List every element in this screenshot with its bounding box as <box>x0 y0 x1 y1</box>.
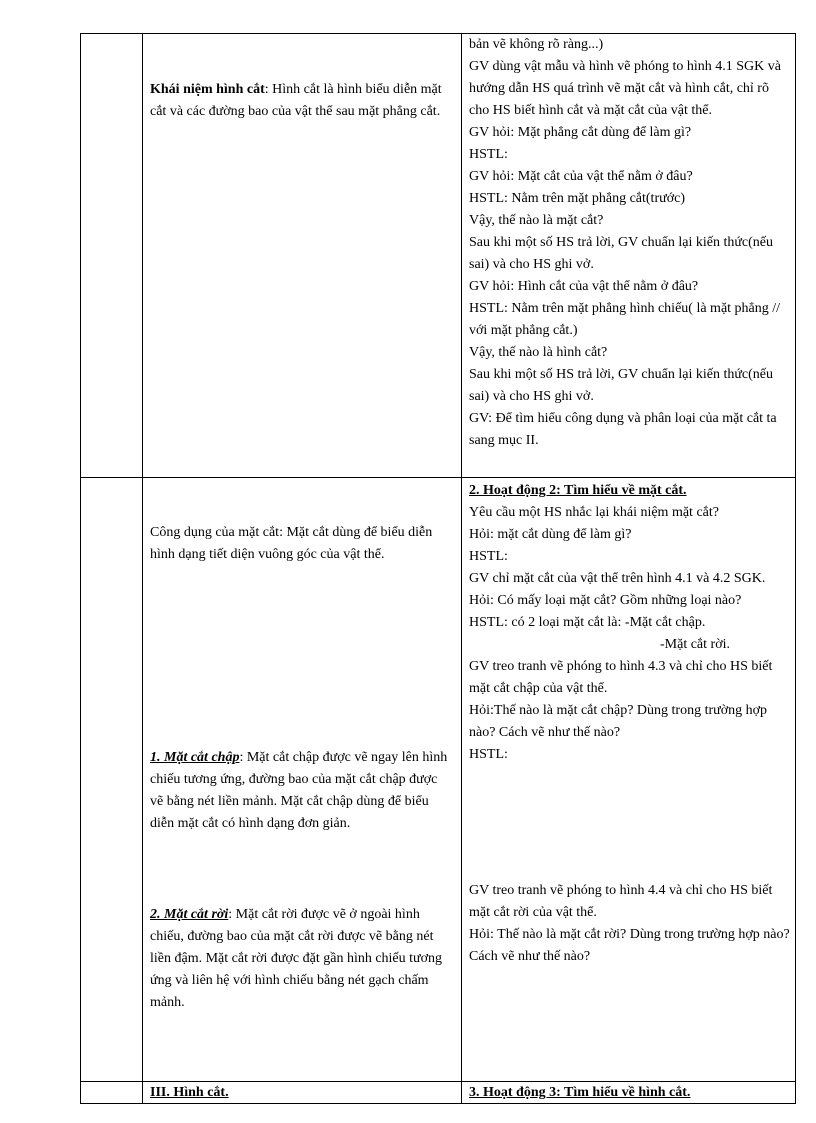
paragraph: HSTL: có 2 loại mặt cắt là: -Mặt cắt chập. <box>469 615 706 630</box>
usage-paragraph: Công dụng của mặt cắt: Mặt cắt dùng để biểu diễn hình dạng tiết diện vuông góc của vật thể. <box>150 525 433 562</box>
section-heading-hinh-cat: III. Hình cắt. <box>150 1085 229 1100</box>
row-divider-1 <box>81 477 795 478</box>
paragraph: GV hỏi: Mặt phẳng cắt dùng để làm gì? <box>469 125 692 140</box>
mat-cat-roi-desc: : Mặt cắt rời được vẽ ở ngoài hình chiếu, đường bao của mặt cắt rời được vẽ bằng nét liền đậm. Mặt cắt rời được đặt gần hình chiếu tương ứng và liên hệ với hình chiếu bằng nét gạch chấm mảnh. <box>150 907 443 1010</box>
paragraph: HSTL: <box>469 549 508 564</box>
row1-right-cell <box>469 34 791 452</box>
paragraph: Vậy, thế nào là mặt cắt? <box>469 213 604 228</box>
paragraph: Yêu cầu một HS nhắc lại khái niệm mặt cắt? <box>469 505 719 520</box>
column-divider-2 <box>461 34 462 1103</box>
mat-cat-chap-term: 1. Mặt cắt chập <box>150 750 240 765</box>
paragraph: GV treo tranh vẽ phóng to hình 4.3 và chỉ cho HS biết mặt cắt chập của vật thể. <box>469 659 773 696</box>
row3-right-cell <box>469 1082 791 1104</box>
paragraph: GV chỉ mặt cắt của vật thể trên hình 4.1 và 4.2 SGK. <box>469 571 766 586</box>
paragraph: GV hỏi: Mặt cắt của vật thể nằm ở đâu? <box>469 169 693 184</box>
paragraph: Hỏi: Thế nào là mặt cắt rời? Dùng trong trường hợp nào? Cách vẽ như thế nào? <box>469 927 790 964</box>
paragraph: HSTL: Nằm trên mặt phẳng hình chiếu( là mặt phẳng // với mặt phẳng cắt.) <box>469 301 781 338</box>
paragraph: Vậy, thế nào là hình cắt? <box>469 345 608 360</box>
mat-cat-chap-text <box>150 747 454 835</box>
row3-left-cell <box>150 1082 454 1104</box>
usage-text <box>150 522 454 566</box>
indented-item: -Mặt cắt rời. <box>660 637 730 652</box>
paragraph: Hỏi:Thế nào là mặt cắt chập? Dùng trong trường hợp nào? Cách vẽ như thế nào? <box>469 703 768 740</box>
paragraph: Sau khi một số HS trả lời, GV chuẩn lại kiến thức(nếu sai) và cho HS ghi vở. <box>469 367 774 404</box>
paragraph: HSTL: <box>469 747 508 762</box>
mat-cat-roi-text <box>150 904 454 1014</box>
paragraph: GV hỏi: Hình cắt của vật thể nằm ở đâu? <box>469 279 699 294</box>
paragraph: bản vẽ không rõ ràng...) <box>469 37 604 52</box>
paragraph: GV dùng vật mẫu và hình vẽ phóng to hình 4.1 SGK và hướng dẫn HS quá trình vẽ mặt cắt và hình cắt, chỉ rõ cho HS biết hình cắt và mặt cắt của vật thể. <box>469 59 781 118</box>
column-divider-1 <box>142 34 143 1103</box>
paragraph: GV: Để tìm hiểu công dụng và phân loại của mặt cắt ta sang mục II. <box>469 411 777 448</box>
activity2-block-roi <box>469 880 791 968</box>
hinh-cat-definition <box>150 79 454 123</box>
mat-cat-chap-desc: : Mặt cắt chập được vẽ ngay lên hình chiếu tương ứng, đường bao của mặt cắt chập được vẽ bằng nét liền mảnh. Mặt cắt chập dùng để biểu diễn mặt cắt có hình dạng đơn giản. <box>150 750 448 831</box>
paragraph: HSTL: <box>469 147 508 162</box>
hinh-cat-text: : Hình cắt là hình biểu diễn mặt cắt và các đường bao của vật thể sau mặt phẳng cắt. <box>150 82 442 119</box>
activity2-heading: 2. Hoạt động 2: Tìm hiểu về mặt cắt. <box>469 483 687 498</box>
lesson-plan-table <box>80 33 796 1104</box>
activity3-heading: 3. Hoạt động 3: Tìm hiểu về hình cắt. <box>469 1085 691 1100</box>
mat-cat-roi-term: 2. Mặt cắt rời <box>150 907 229 922</box>
paragraph: Sau khi một số HS trả lời, GV chuẩn lại kiến thức(nếu sai) và cho HS ghi vở. <box>469 235 774 272</box>
activity2-block <box>469 480 791 766</box>
paragraph: Hỏi: Có mấy loại mặt cắt? Gồm những loại nào? <box>469 593 742 608</box>
paragraph: Hỏi: mặt cắt dùng để làm gì? <box>469 527 632 542</box>
paragraph: GV treo tranh vẽ phóng to hình 4.4 và chỉ cho HS biết mặt cắt rời của vật thể. <box>469 883 773 920</box>
hinh-cat-term: Khái niệm hình cắt <box>150 82 265 97</box>
row1-left-cell <box>150 79 454 123</box>
paragraph: HSTL: Nằm trên mặt phẳng cắt(trước) <box>469 191 685 206</box>
